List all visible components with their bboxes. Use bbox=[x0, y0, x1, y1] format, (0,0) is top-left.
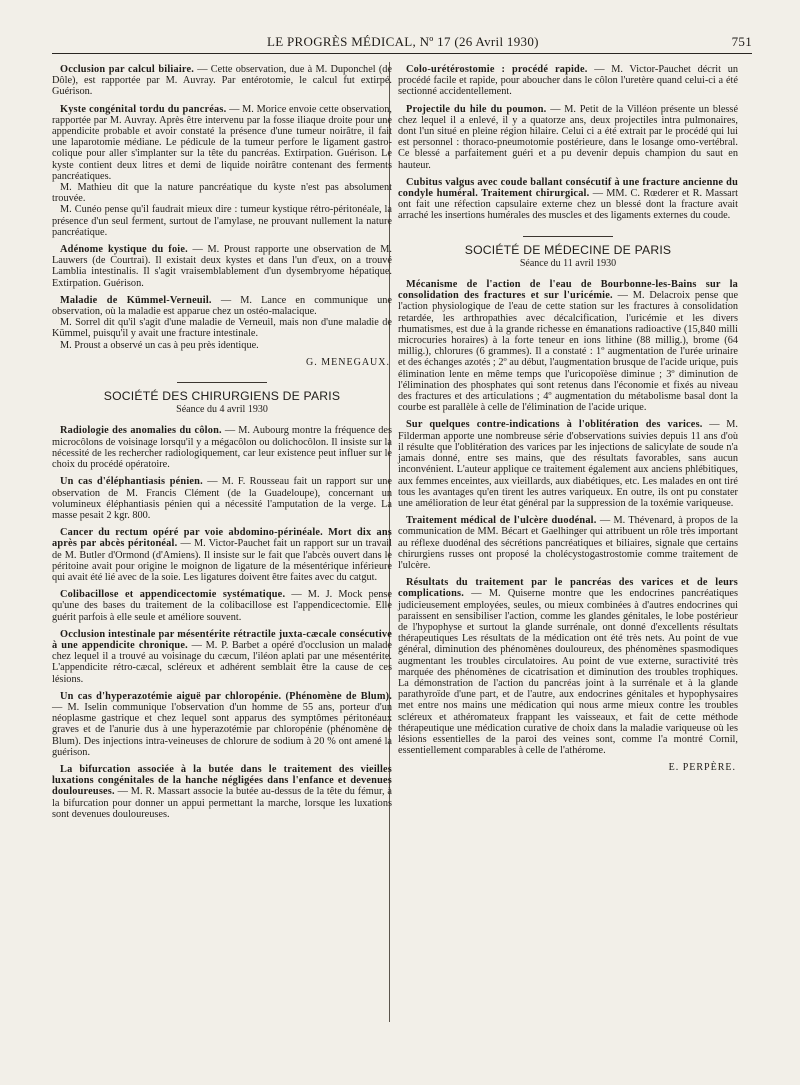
article-body: — Cette observation, due à M. Duponchel (de Dôle), est rapportée par M. Auvray. Par entérotomie, le calcul fut extirpé. Guérison. bbox=[52, 64, 392, 98]
section-title-chirurgiens: SOCIÉTÉ DES CHIRURGIENS DE PARIS bbox=[103, 389, 341, 404]
article-paragraph-lead bbox=[398, 279, 738, 413]
article-entry bbox=[398, 64, 738, 98]
article-title: Colo-urétérostomie : procédé rapide. bbox=[406, 64, 588, 75]
article-paragraph-lead bbox=[52, 104, 392, 182]
left-entries-top bbox=[52, 64, 392, 351]
article-body: — M. J. Mock pense qu'une des bases du traitement de la colibacillose est l'appendicectomie. Elle guérit parfois à elle seule et améliore souvent. bbox=[52, 589, 392, 623]
article-paragraph-lead bbox=[52, 425, 392, 470]
article-body: — M. Quiserne montre que les endocrines pancréatiques judicieusement employées, seules, ou mieux combinées à d'autres endocrines qui paraissent en sensibiliser l'action, comme les glandes génitales, le lobe postérieur de l'hypophyse et surtout la glande surrénale, ont donné d'excellents résultats thérapeutiques Les résultats de la médication ont été très nets. Au point de vue général, diminution des phénomènes douloureux, des phénomènes spasmodiques augmentant les troubles circulatoires. Au point de vue externe, suractivité très marquée des phénomènes de cicatrisation et diminution des troubles trophiques. La démonstration de l'action du pancréas joint à la surrénale et à la glande parathyroïde d'une part, et de l'autre, aux endocrines génitales et hypophysaires met entre nos mains une médication qui nous arme mieux contre les troubles scléreux et athéromateux frappant les vaisseaux, et fait de cette méthode thérapeutique une médication curative de choix dans la maladie variqueuse où les lésions essentielles de la paroi des veines sont, comme l'a montré Cornil, essentiellement comparables à celle de l'athérome. bbox=[398, 588, 738, 757]
article-title: Un cas d'hyperazotémie aiguë par chloropénie. (Phénomène de Blum). bbox=[60, 690, 392, 702]
article-body: — M. Iselin communique l'observation d'un homme de 55 ans, porteur d'un néoplasme gastrique et chez lequel sont apparus des symptômes péritonéaux graves et de l'anurie dus à une hyperazotémie par chloropénie (phénomène de Blum). Des injections intra-veineuses de chlorure de sodium à 20 % ont amené la guérison. bbox=[52, 701, 392, 758]
article-paragraph-lead bbox=[398, 419, 738, 509]
article-entry bbox=[52, 691, 392, 758]
article-title: Traitement médical de l'ulcère duodénal. bbox=[406, 515, 597, 527]
article-body: — M. Aubourg montre la fréquence des microcôlons de voisinage lorsqu'il y a mégacôlon ou dolichocôlon. Il insiste sur la nécessité de les rechercher radiologiquement, car leur existence peut influer sur le choix du procédé opératoire. bbox=[52, 425, 393, 471]
article-body: — M. Filderman apporte une nombreuse série d'observations suivies depuis 11 ans d'où il résulte que l'oblitération des varices par les injections de salicylate de soude n'a jamais donné, entre ses mains, que des résultats favorables, sans aucun inconvénient. L'auteur applique ce traitement également aux anciens phlébitiques, aux femmes enceintes, aux vieillards, aux diabétiques, etc. Les malades en ont tiré tous les avantages qu'en tirent les autres variqueux. En outre, ils ont pu constater une amélioration de leur état général par la suppression de la toxémie variqueuse. bbox=[398, 419, 738, 509]
article-paragraph bbox=[52, 204, 392, 238]
article-title: Sur quelques contre-indications à l'oblitération des varices. bbox=[406, 419, 703, 431]
section-date-medecine: Séance du 11 avril 1930 bbox=[519, 257, 617, 269]
article-entry bbox=[52, 476, 392, 521]
article-title: Un cas d'éléphantiasis pénien. bbox=[60, 476, 203, 488]
article-entry bbox=[398, 177, 738, 222]
section-rule bbox=[523, 236, 613, 237]
article-paragraph bbox=[52, 182, 392, 204]
article-paragraph-lead bbox=[52, 589, 392, 623]
article-entry bbox=[52, 425, 392, 470]
article-paragraph-lead bbox=[52, 64, 392, 98]
article-body: M. Cunéo pense qu'il faudrait mieux dire : tumeur kystique rétro-péritonéale, la présence d'un seul ferment, surtout de l'amylase, ne prouvant nullement la nature pancréatique. bbox=[52, 204, 392, 238]
article-body: — M. Delacroix pense que l'action physiologique de l'eau de cette station sur les fractures à consolidation retardée, les arthropathies avec décalcification, l'uricémie et les divers rhumatismes, est due à la grande richesse en émanations radioactive (15,840 milli microcuries horaires) à la forte teneur en ions lithine (88 millig.), brome (64 millig.), chlorures (6 grammes). Il a constaté : 1º augmentation de l'urée urinaire et des échanges azotés ; 2º au début, l'augmentation brusque de l'acide urique, puis élimination lente en même temps que l'uricopoïèse diminue ; 3º diminution de l'élimination des phosphates qui sont retenus dans l'économie et fixés au niveau des fractures et des articulations ; 4º augmentation du métabolisme basal dont la courbe est parallèle à celle de l'élimination de l'acide urique. bbox=[398, 290, 739, 414]
article-body: — M. Petit de la Villéon présente un blessé chez lequel il a enlevé, il y a quatorze ans, deux projectiles intra pulmonaires, dont l'un situé en pleine région hilaire. Celui ci a été extrait par le procédé qui lui est personnel : thoraco-pneumotomie postérieure, dans le losange omo-vertébral. Ce blessé a parfaitement guéri et a pu devenir depuis champion du saut en hauteur. bbox=[398, 103, 739, 171]
right-entries-bottom bbox=[398, 279, 738, 756]
article-paragraph-lead bbox=[52, 295, 392, 317]
article-title: Colibacillose et appendicectomie systématique. bbox=[60, 589, 286, 601]
article-title: Maladie de Kümmel-Verneuil. bbox=[60, 294, 212, 306]
running-title: LE PROGRÈS MÉDICAL, Nº 17 (26 Avril 1930) bbox=[267, 34, 539, 49]
article-entry bbox=[52, 64, 392, 98]
article-body: — MM. C. Rœderer et R. Massart ont fait une réfection capsulaire externe chez un blessé dont la fracture avait arraché les insertions humérales des muscles et des ligaments externes du coude. bbox=[398, 188, 739, 222]
article-title: Projectile du hile du poumon. bbox=[406, 103, 547, 115]
article-title: Adénome kystique du foie. bbox=[60, 244, 188, 256]
article-entry bbox=[398, 577, 738, 756]
article-entry bbox=[398, 279, 738, 413]
article-paragraph-lead bbox=[398, 515, 738, 571]
article-body: — M. Victor-Pauchet fait un rapport sur un travail de M. Butler d'Ormond (d'Amiens). Il insiste sur le fait que l'abcès ouvert dans le péritoine avait pour origine le moignon de ligature de la mésentérique inférieure qui avait été lié avec de la soie. Les ligatures doivent être faites avec du catgut. bbox=[52, 538, 392, 583]
left-column bbox=[52, 64, 392, 826]
article-body: — M. Lance en communique une observation, où la maladie est apparue chez un ostéo-malacique. bbox=[52, 294, 392, 318]
article-entry bbox=[52, 244, 392, 289]
article-paragraph bbox=[52, 340, 392, 351]
article-body: — M. Victor-Pauchet décrit un procédé facile et rapide, pour aboucher dans le côlon l'uretère quand celui-ci a été sectionné accidentellement. bbox=[398, 64, 738, 98]
article-entry bbox=[398, 419, 738, 509]
section-title-medecine: SOCIÉTÉ DE MÉDECINE DE PARIS bbox=[464, 242, 672, 257]
article-entry bbox=[398, 515, 738, 571]
article-title: Occlusion intestinale par mésentérite rétractile juxta-cæcale consécutive à une appendicite chronique. bbox=[52, 628, 392, 651]
article-paragraph bbox=[52, 317, 392, 339]
article-body: M. Proust a observé un cas à peu près identique. bbox=[60, 339, 259, 351]
article-entry bbox=[52, 629, 392, 685]
page-number: 751 bbox=[731, 34, 752, 49]
article-paragraph-lead bbox=[52, 476, 392, 521]
article-title: La bifurcation associée à la butée dans le traitement des vieilles luxations congénitales de la hanche négligées dans l'enfance et devenues douloureuses. bbox=[52, 763, 392, 798]
article-body: M. Sorrel dit qu'il s'agit d'une maladie de Verneuil, mais non d'une maladie de Kümmel, puisqu'il y avait une fracture intestinale. bbox=[52, 317, 392, 340]
article-paragraph-lead bbox=[398, 177, 738, 222]
article-body: — M. Thévenard, à propos de la communication de MM. Bécart et Gaelhinger qui attribuent un rôle très important au réflexe duodénal des sécrétions pancréatiques et biliaires, signale que certains chirurgiens russes ont proposé la cholécystogastrostomie comme traitement de l'ulcère. bbox=[398, 515, 738, 571]
article-paragraph-lead bbox=[52, 527, 392, 583]
section-date-chirurgiens: Séance du 4 avril 1930 bbox=[176, 404, 268, 416]
article-title: Mécanisme de l'action de l'eau de Bourbonne-les-Bains sur la consolidation des fractures et sur l'uricémie. bbox=[398, 279, 738, 302]
article-paragraph-lead bbox=[52, 691, 392, 758]
article-paragraph-lead bbox=[398, 577, 738, 756]
article-entry bbox=[52, 295, 392, 351]
article-body: — M. R. Massart associe la butée au-dessus de la tête du fémur, à la bifurcation pour donner un appui permettant la marche, lorsque les luxations sont devenues douloureuses. bbox=[52, 786, 392, 820]
article-title: Radiologie des anomalies du côlon. bbox=[60, 425, 222, 437]
article-entry bbox=[398, 104, 738, 171]
article-body: — M. P. Barbet a opéré d'occlusion un malade chez lequel il a trouvé au voisinage du cæcum, l'iléon aplati par une mésentérite. L'appendicite rétro-cæcal, scléreux et adhérent semblait être la cause de ces lésions. bbox=[52, 639, 392, 685]
signature-menegaux: G. MENEGAUX. bbox=[306, 356, 390, 368]
article-body: — M. F. Rousseau fait un rapport sur une observation de M. Francis Clément (de la Guadeloupe), concernant un volumineux éléphantiasis pénien qui a nécessité l'amputation de la verge. La masse pesait 2 kgr. 800. bbox=[52, 476, 392, 521]
article-entry bbox=[52, 104, 392, 238]
article-title: Cancer du rectum opéré par voie abdomino-périnéale. Mort dix ans après par abcès péritonéal. bbox=[52, 527, 392, 550]
article-entry bbox=[52, 527, 392, 583]
article-paragraph-lead bbox=[52, 629, 392, 685]
article-title: Cubitus valgus avec coude ballant consécutif à une fracture ancienne du condyle huméral. Traitement chirurgical. bbox=[398, 176, 738, 200]
page-header bbox=[52, 34, 752, 52]
article-body: — M. Morice envoie cette observation, rapportée par M. Auvray. Après être intervenu par la fosse iliaque droite pour une appendicite probable et avoir constaté la présence d'une tumeur noirâtre, il fait une laparotomie médiane. Le pédicule de la tumeur perfore le ligament gastro-colique pour aller s'implanter sur la tête du pancréas. Extirpation. Guérison. Le kyste contient deux litres et demi de liquide noirâtre contenant des ferments pancréatiques. bbox=[52, 103, 392, 182]
signature-perpere: E. PERPÈRE. bbox=[668, 762, 736, 774]
header-rule bbox=[52, 53, 752, 54]
article-body: — M. Proust rapporte une observation de M. Lauwers (de Courtrai). Il existait deux kystes et dans l'un d'eux, on a trouvé Lamblia intestinalis. Il s'agit vraisemblablement d'un dysembryome hépatique. Extirpation. Guérison. bbox=[52, 244, 393, 289]
section-rule bbox=[177, 382, 267, 383]
right-column bbox=[398, 64, 738, 782]
article-entry bbox=[52, 589, 392, 623]
right-entries-top bbox=[398, 64, 738, 222]
left-entries-bottom bbox=[52, 425, 392, 820]
article-entry bbox=[52, 764, 392, 820]
article-paragraph-lead bbox=[52, 244, 392, 289]
article-paragraph-lead bbox=[398, 64, 738, 98]
article-paragraph-lead bbox=[52, 764, 392, 820]
article-title: Occlusion par calcul biliaire. bbox=[60, 64, 195, 75]
article-paragraph-lead bbox=[398, 104, 738, 171]
article-body: M. Mathieu dit que la nature pancréatique du kyste n'est pas absolument trouvée. bbox=[52, 182, 392, 205]
article-title: Résultats du traitement par le pancréas des varices et de leurs complications. bbox=[398, 577, 738, 600]
article-title: Kyste congénital tordu du pancréas. bbox=[60, 103, 227, 115]
